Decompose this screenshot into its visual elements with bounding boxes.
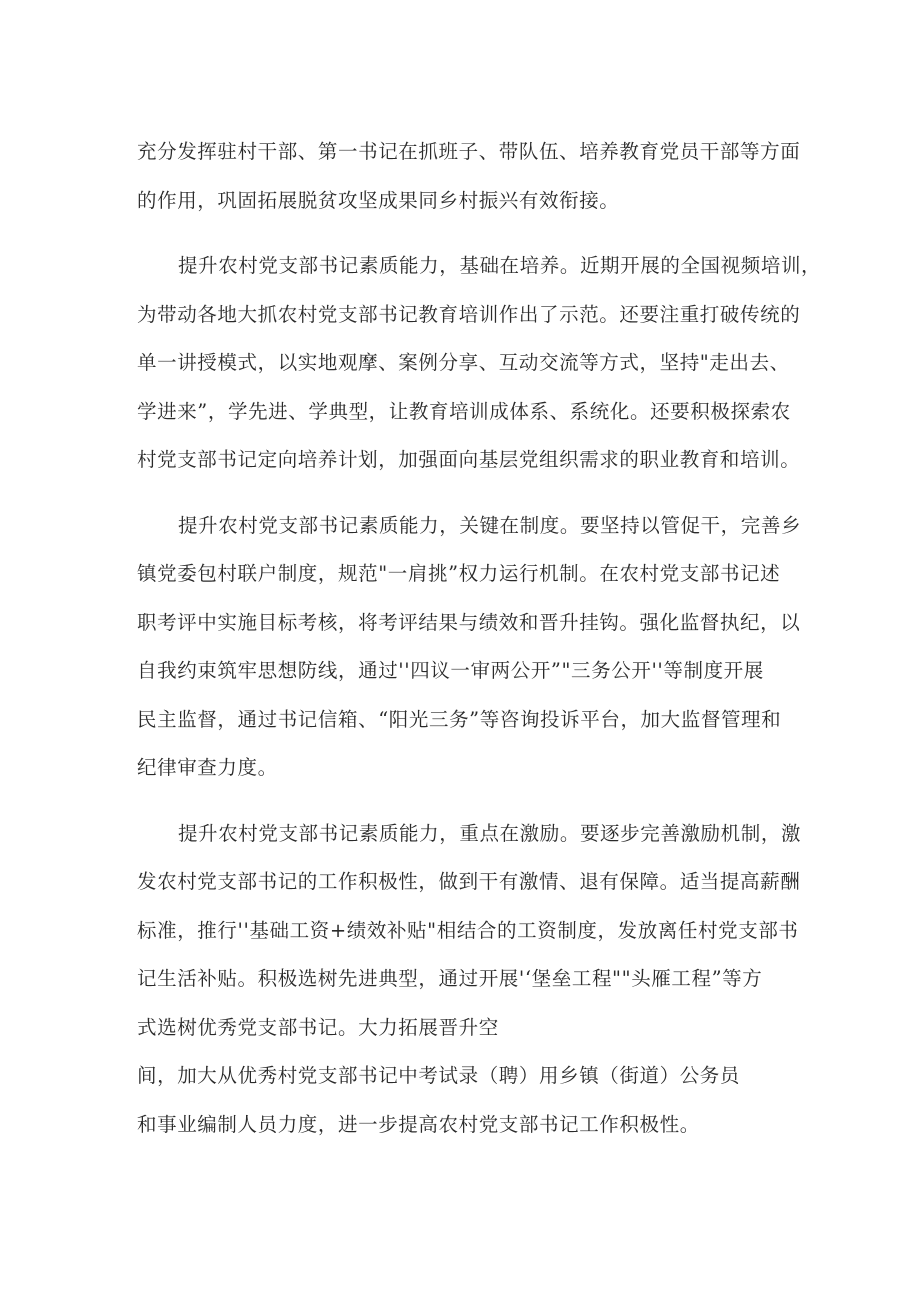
document-body — [137, 128, 822, 1149]
text-line: 学进来”，学先进、学典型，让教育培训成体系、系统化。还要积极探索农 — [137, 399, 791, 423]
text-line: 职考评中实施目标考核，将考评结果与绩效和晋升挂钩。强化监督执纪，以 — [137, 610, 801, 634]
paragraph-4 — [137, 810, 802, 1150]
text-line: 镇党委包村联户制度，规范"一肩挑”权力运行机制。在农村党支部书记述 — [137, 562, 781, 585]
text-line: 的作用，巩固拓展脱贫攻坚成果同乡村振兴有效衔接。 — [137, 188, 620, 212]
text-line: 和事业编制人员力度，进一步提高农村党支部书记工作积极性。 — [137, 1112, 700, 1136]
text-line: 纪律审查力度。 — [137, 756, 278, 779]
text-line: 标准，推行''基础工资+绩效补贴"相结合的工资制度，发放离任村党支部书 — [137, 918, 799, 942]
text-line: 提升农村党支部书记素质能力，关键在制度。要坚持以管促干，完善乡 — [177, 513, 802, 537]
paragraph-3 — [137, 502, 802, 793]
paragraph-1 — [137, 128, 801, 225]
text-line: 记生活补贴。积极选树先进典型，通过开展'‘堡垒工程""头雁工程”等方 — [137, 967, 763, 990]
text-line: 提升农村党支部书记素质能力，基础在培养。近期开展的全国视频培训， — [177, 254, 822, 277]
text-line: 单一讲授模式，以实地观摩、案例分享、互动交流等方式，坚持"走出去、 — [137, 351, 790, 374]
text-line: 式选树优秀党支部书记。大力拓展晋升空 — [137, 1015, 499, 1039]
text-line: 民主监督，通过书记信箱、“阳光三务”等咨询投诉平台，加大监督管理和 — [137, 707, 782, 731]
text-line: 提升农村党支部书记素质能力，重点在激励。要逐步完善激励机制，激 — [177, 821, 802, 845]
text-line: 充分发挥驻村干部、第一书记在抓班子、带队伍、培养教育党员干部等方面 — [137, 140, 801, 163]
text-line: 村党支部书记定向培养计划，加强面向基层党组织需求的职业教育和培训。 — [137, 448, 801, 471]
text-line: 发农村党支部书记的工作积极性，做到干有激情、退有保障。适当提高薪酬 — [137, 870, 801, 893]
paragraph-2 — [137, 242, 822, 485]
text-line: 为带动各地大抓农村党支部书记教育培训作出了示范。还要注重打破传统的 — [137, 302, 801, 326]
text-line: 自我约束筑牢思想防线，通过''四议一审两公开”"三务公开''等制度开展 — [137, 659, 764, 682]
text-line: 间，加大从优秀村党支部书记中考试录（聘）用乡镇（街道）公务员 — [137, 1064, 741, 1087]
